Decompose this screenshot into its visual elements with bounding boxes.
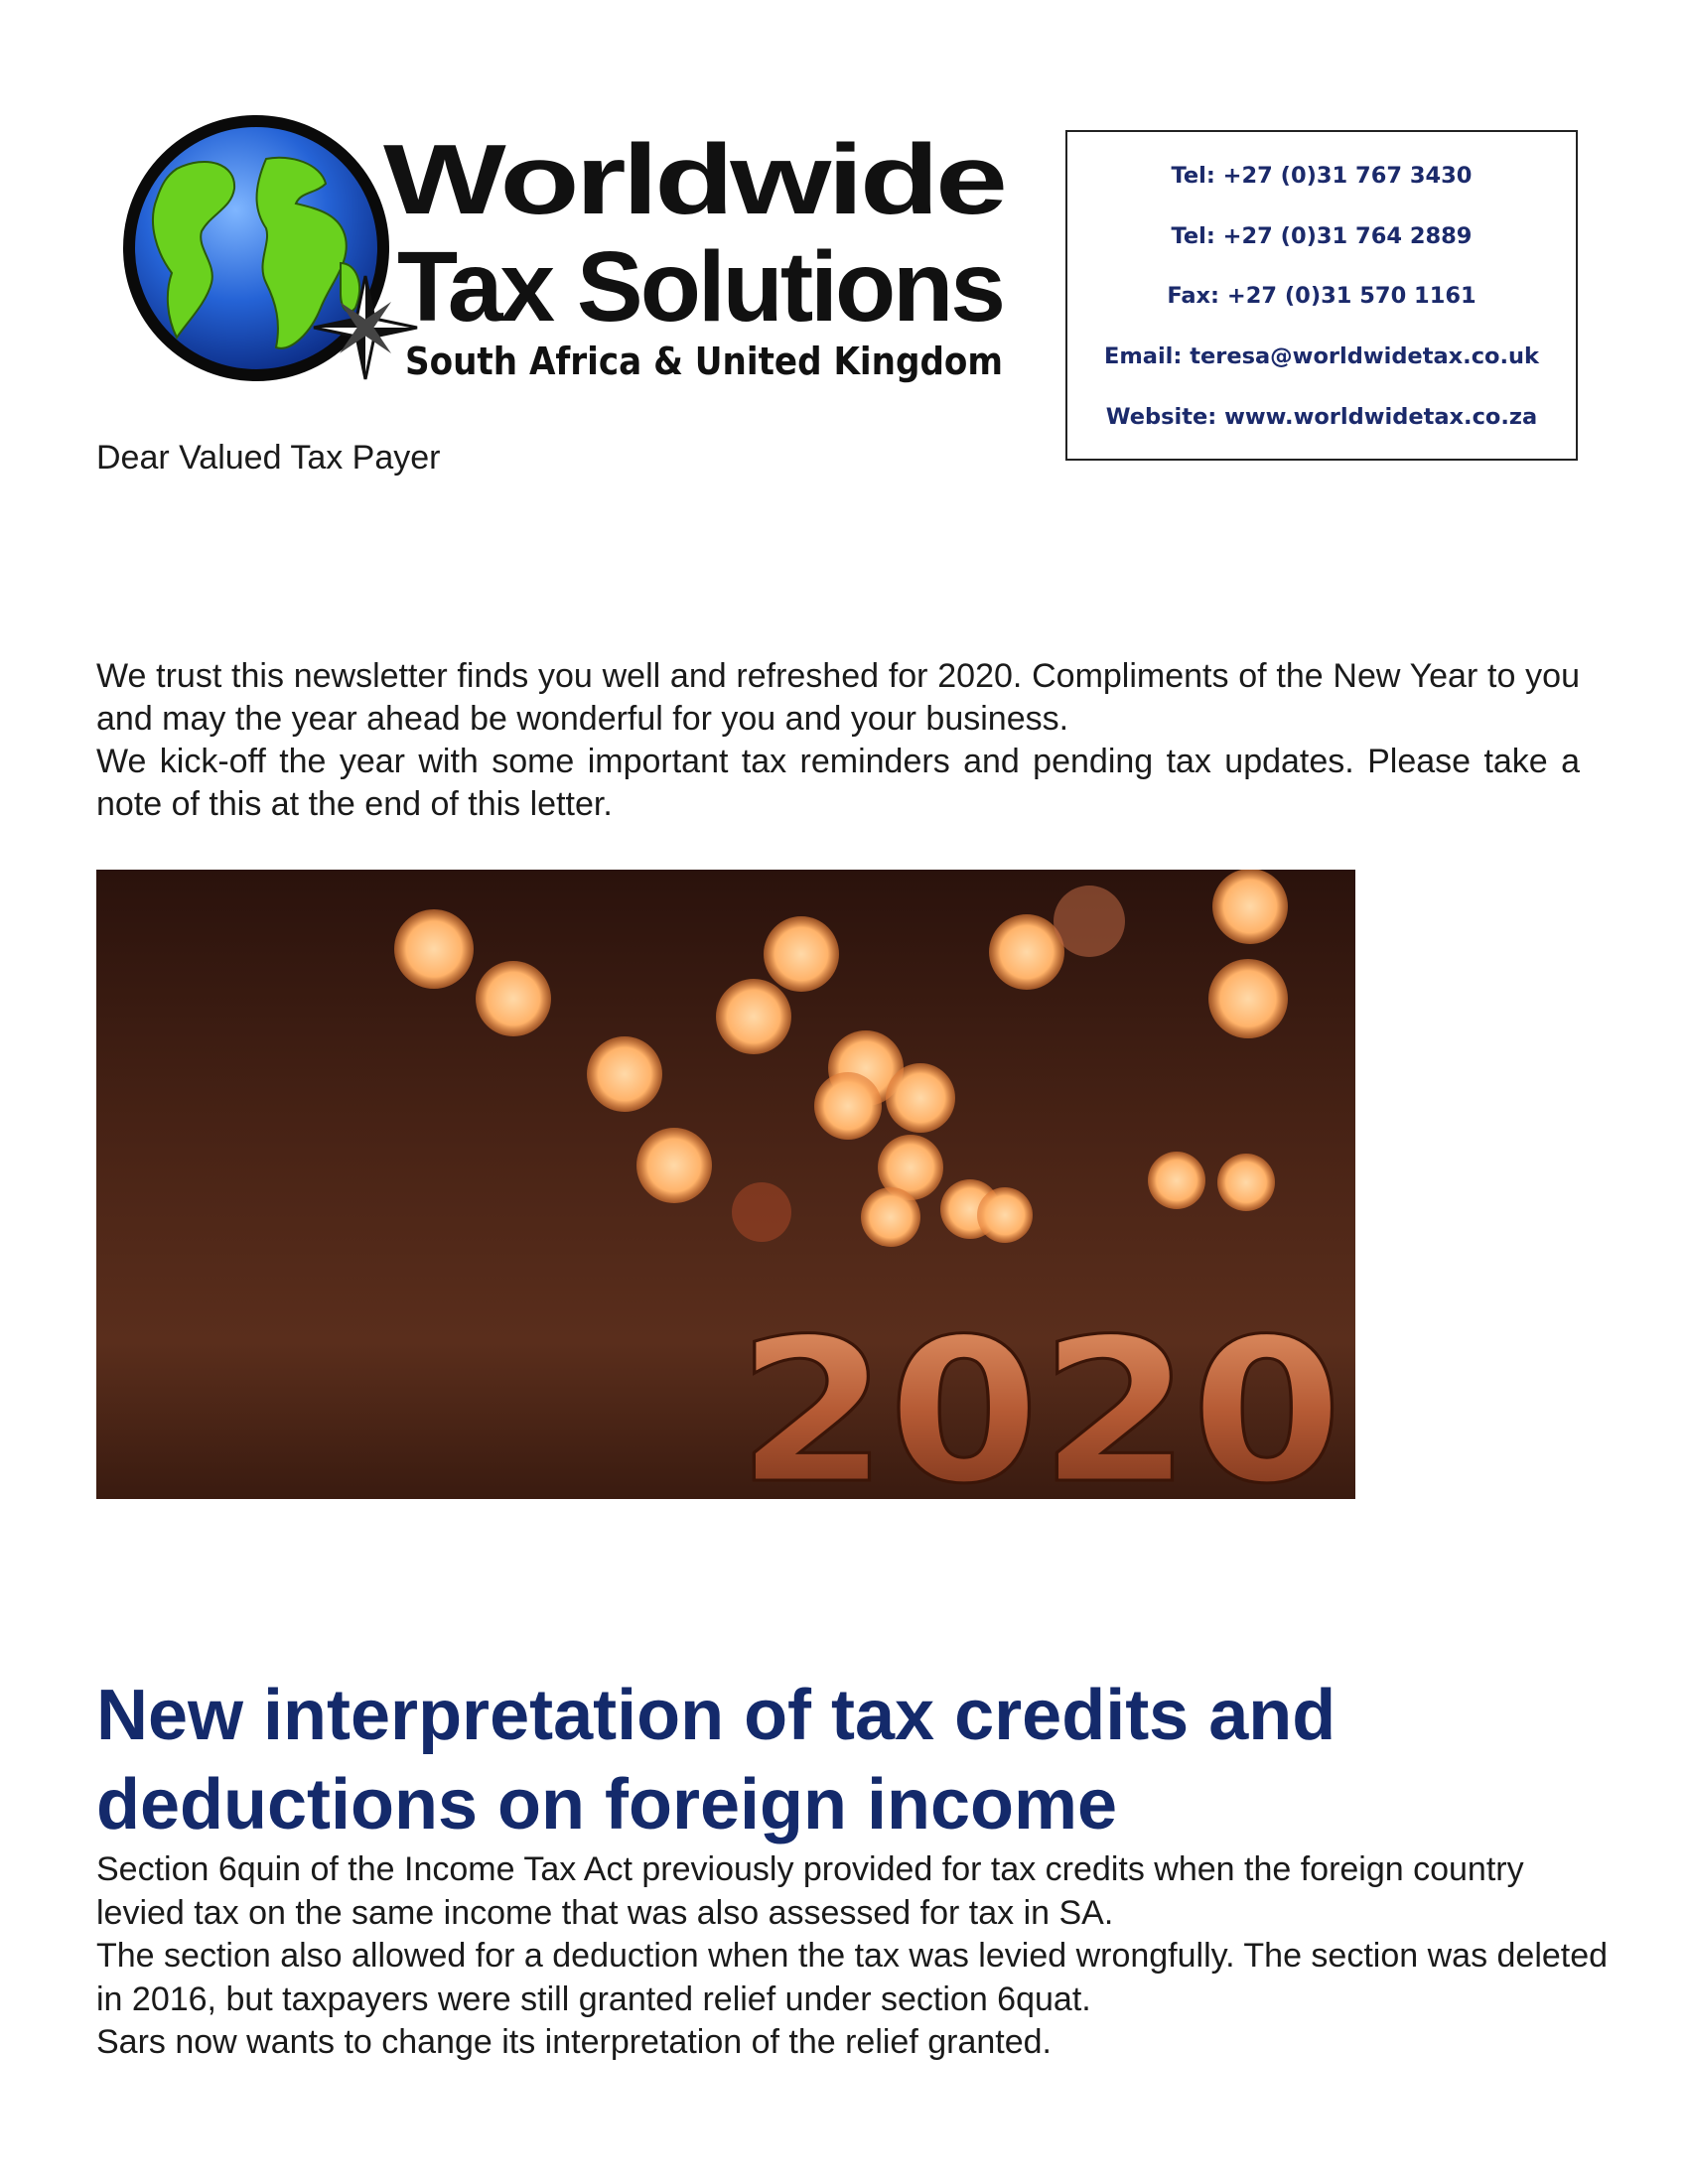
section-paragraph-2: The section also allowed for a deduction when the tax was levied wrongfully. The section was deleted in 2016, but taxpayers were still granted relief under section 6quat. — [96, 1937, 1609, 2018]
section-paragraph-3: Sars now wants to change its interpretation of the relief granted. — [96, 2023, 1052, 2061]
salutation: Dear Valued Tax Payer — [96, 439, 441, 477]
logo-title-line1: Worldwide — [383, 124, 1005, 235]
email-link[interactable]: Email: teresa@worldwidetax.co.uk — [1103, 343, 1540, 370]
section-heading: New interpretation of tax credits and deductions on foreign income — [96, 1676, 1336, 1844]
new-year-image — [96, 870, 1355, 1499]
intro-text — [96, 655, 1580, 826]
globe-icon — [129, 121, 383, 375]
fax-number: Fax: +27 (0)31 570 1161 — [1167, 283, 1477, 310]
website-link[interactable]: Website: www.worldwidetax.co.za — [1105, 403, 1538, 430]
section-paragraph-1: Section 6quin of the Income Tax Act previously provided for tax credits when the foreign country levied tax on the same income that was also assessed for tax in SA. — [96, 1850, 1524, 1932]
phone-2: Tel: +27 (0)31 764 2889 — [1171, 222, 1473, 249]
intro-paragraph-2: We kick-off the year with some important tax reminders and pending tax updates. Please take a note of this at the end of this letter. — [96, 743, 1580, 823]
company-logo — [117, 114, 1031, 397]
contact-box — [1065, 130, 1578, 461]
logo-title-line2: Tax Solutions — [397, 231, 1003, 342]
phone-1: Tel: +27 (0)31 767 3430 — [1171, 163, 1473, 190]
intro-paragraph-1: We trust this newsletter finds you well and refreshed for 2020. Compliments of the New Year to you and may the year ahead be wonderful for you and your business. — [96, 657, 1580, 738]
year-numerals: 2020 — [737, 1297, 1342, 1499]
logo-subtitle: South Africa & United Kingdom — [405, 340, 1003, 383]
section-body — [96, 1848, 1616, 2065]
